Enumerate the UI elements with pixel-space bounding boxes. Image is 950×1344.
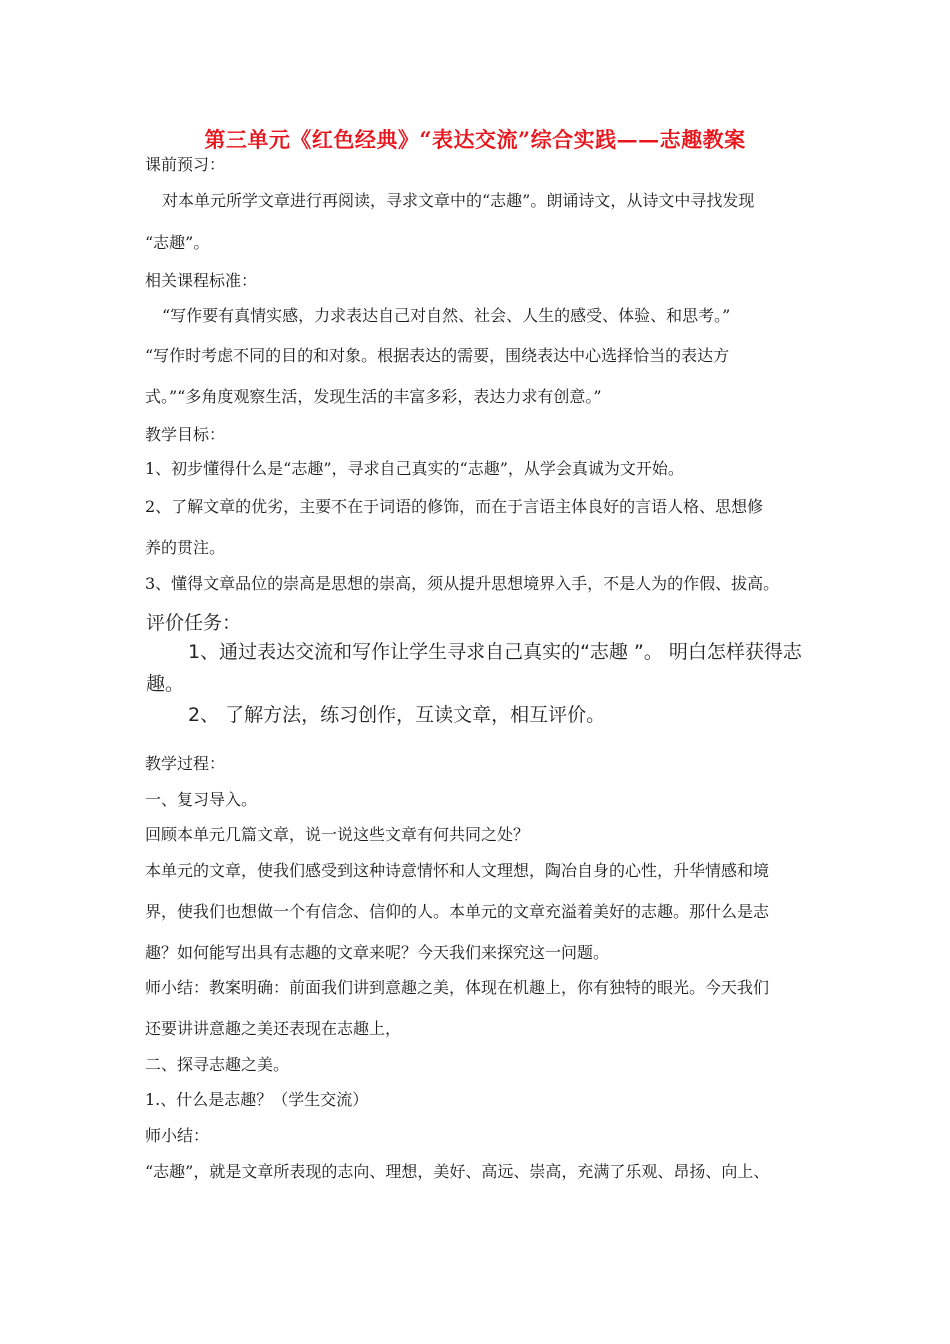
process-heading: 教学过程： [145,754,226,773]
paragraph-line: “写作要有真情实感，力求表达自己对自然、社会、人生的感受、体验、和思考。” [162,306,731,325]
paragraph-line: 还要讲讲意趣之美还表现在志趣上， [145,1019,402,1038]
paragraph-line: 对本单元所学文章进行再阅读，寻求文章中的“志趣”。朗诵诗文，从诗文中寻找发现 [162,191,755,210]
question-item: 1.、什么是志趣？（学生交流） [145,1090,369,1109]
paragraph-line: 本单元的文章，使我们感受到这种诗意情怀和人文理想，陶冶自身的心性，升华情感和境 [145,861,770,880]
goal-item: 2、了解文章的优劣，主要不在于词语的修饰，而在于言语主体良好的言语人格、思想修 [145,497,764,516]
paragraph-line: 趣？如何能写出具有志趣的文章来呢？今天我们来探究这一问题。 [145,943,610,962]
document-title: 第三单元《红色经典》“表达交流”综合实践——志趣教案 [204,127,746,152]
paragraph-line: 师小结：教案明确：前面我们讲到意趣之美，体现在机趣上，你有独特的眼光。今天我们 [145,978,770,997]
section-heading: 一、复习导入。 [145,790,258,809]
paragraph-line: 回顾本单元几篇文章，说一说这些文章有何共同之处？ [145,825,530,844]
paragraph-line: 式。”“多角度观察生活，发现生活的丰富多彩，表达力求有创意。” [145,387,602,406]
standards-heading: 相关课程标准： [145,271,258,290]
evaluation-item: 2、 了解方法，练习创作，互读文章，相互评价。 [188,704,606,726]
goal-item: 3、懂得文章品位的崇高是思想的崇高，须从提升思想境界入手，不是人为的作假、拔高。 [145,574,780,593]
goal-item-continued: 养的贯注。 [145,538,226,557]
evaluation-heading: 评价任务： [146,612,242,634]
paragraph-line: 界，使我们也想做一个有信念、信仰的人。本单元的文章充溢着美好的志趣。那什么是志 [145,902,770,921]
evaluation-item-continued: 趣。 [146,673,185,695]
goal-item: 1、初步懂得什么是“志趣”，寻求自己真实的“志趣”，从学会真诚为文开始。 [145,459,684,478]
summary-heading: 师小结： [145,1126,210,1145]
goals-heading: 教学目标： [145,425,226,444]
evaluation-item: 1、通过表达交流和写作让学生寻求自己真实的“志趣 ”。 明白怎样获得志 [188,641,802,663]
paragraph-line: “写作时考虑不同的目的和对象。根据表达的需要，围绕表达中心选择恰当的表达方 [145,346,730,365]
paragraph-line: “志趣”。 [145,233,210,252]
preview-heading: 课前预习： [145,155,226,174]
section-heading: 二、探寻志趣之美。 [145,1055,290,1074]
paragraph-line: “志趣”，就是文章所表现的志向、理想，美好、高远、崇高，充满了乐观、昂扬、向上、 [145,1162,770,1181]
